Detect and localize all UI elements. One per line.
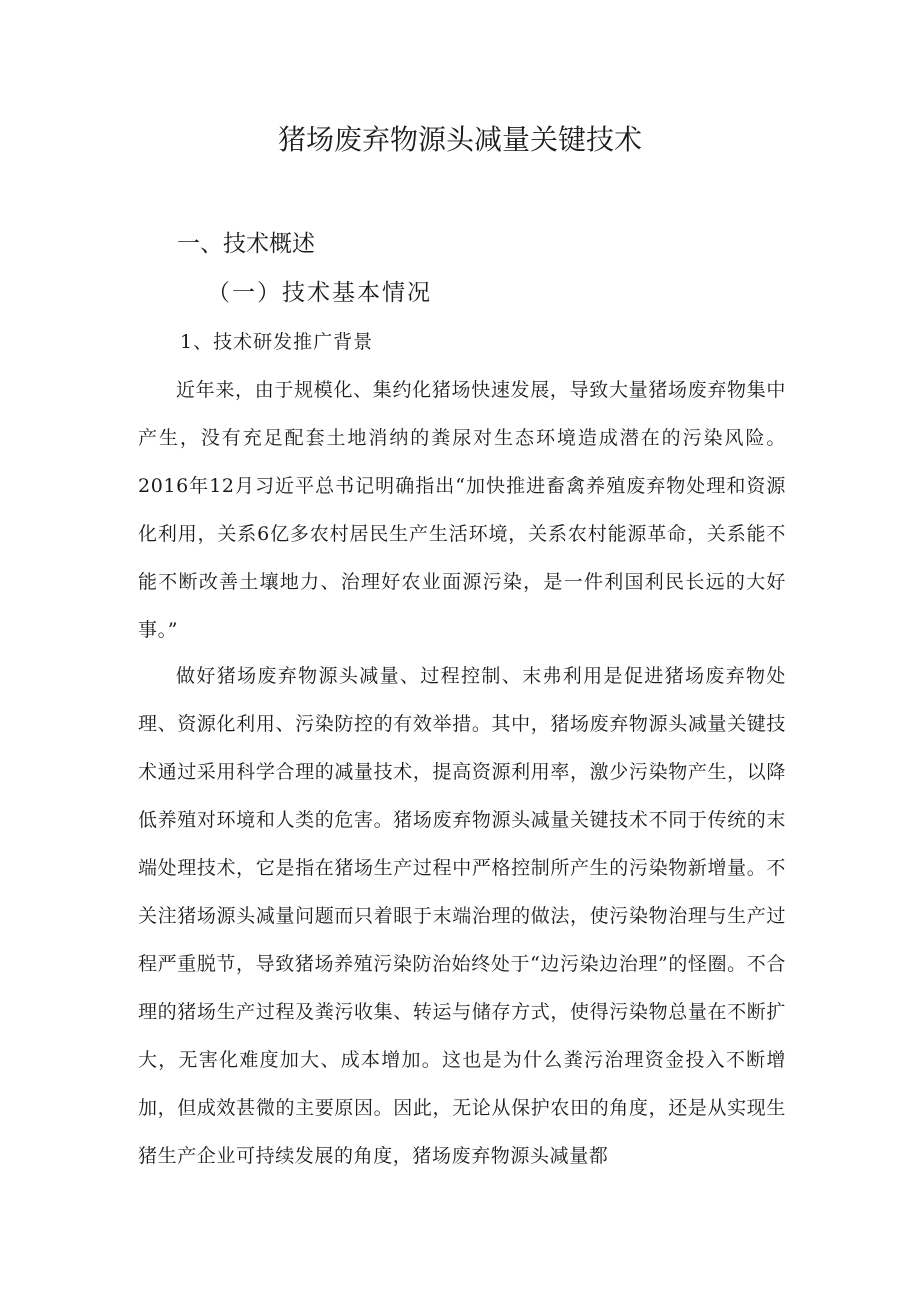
paragraph-source-reduction: 做好猪场废弃物源头减量、过程控制、末弗利用是促进猪场废弃物处理、资源化利用、污染防控的有效举措。其中，猪场废弃物源头减量关键技术通过采用科学合理的减量技术，提高资源利用率，激少污染物产生，以降低养殖对环境和人类的危害。猪场废弃物源头减量关键技术不同于传统的末端处理技术，它是指在猪场生产过程中严格控制所产生的污染物新增量。不关注猪场源头减量问题而只着眼于末端治理的做法，使污染物治理与生产过程严重脱节，导致猪场养殖污染防治始终处于“边污染边治理”的怪圈。不合理的猪场生产过程及粪污收集、转运与储存方式，使得污染物总量在不断扩大，无害化难度加大、成本增加。这也是为什么粪污治理资金投入不断增加，但成效甚微的主要原因。因此，无论从保护农田的角度，还是从实现生猪生产企业可持续发展的角度，猪场废弃物源头减量都 (138, 665, 786, 1167)
subsection-heading: （一）技术基本情况 (207, 280, 432, 306)
paragraph-background: 近年来，由于规模化、集约化猪场快速发展，导致大量猪场废弃物集中产生，没有充足配套土地消纳的粪尿对生态环境造成潜在的污染风险。2016年12月习近平总书记明确指出“加快推进畜禽养殖废弃物处理和资源化利用，关系6亿多农村居民生产生活环境，关系农村能源革命，关系能不能不断改善土壤地力、治理好农业面源污染，是一件利国利民长远的大好事。” (138, 379, 786, 641)
section-heading: 一、技术概述 (177, 231, 315, 257)
document-title: 猪场废弃物源头减量关键技术 (277, 123, 642, 156)
subsubsection-heading: 1、技术研发推广背景 (180, 331, 374, 353)
